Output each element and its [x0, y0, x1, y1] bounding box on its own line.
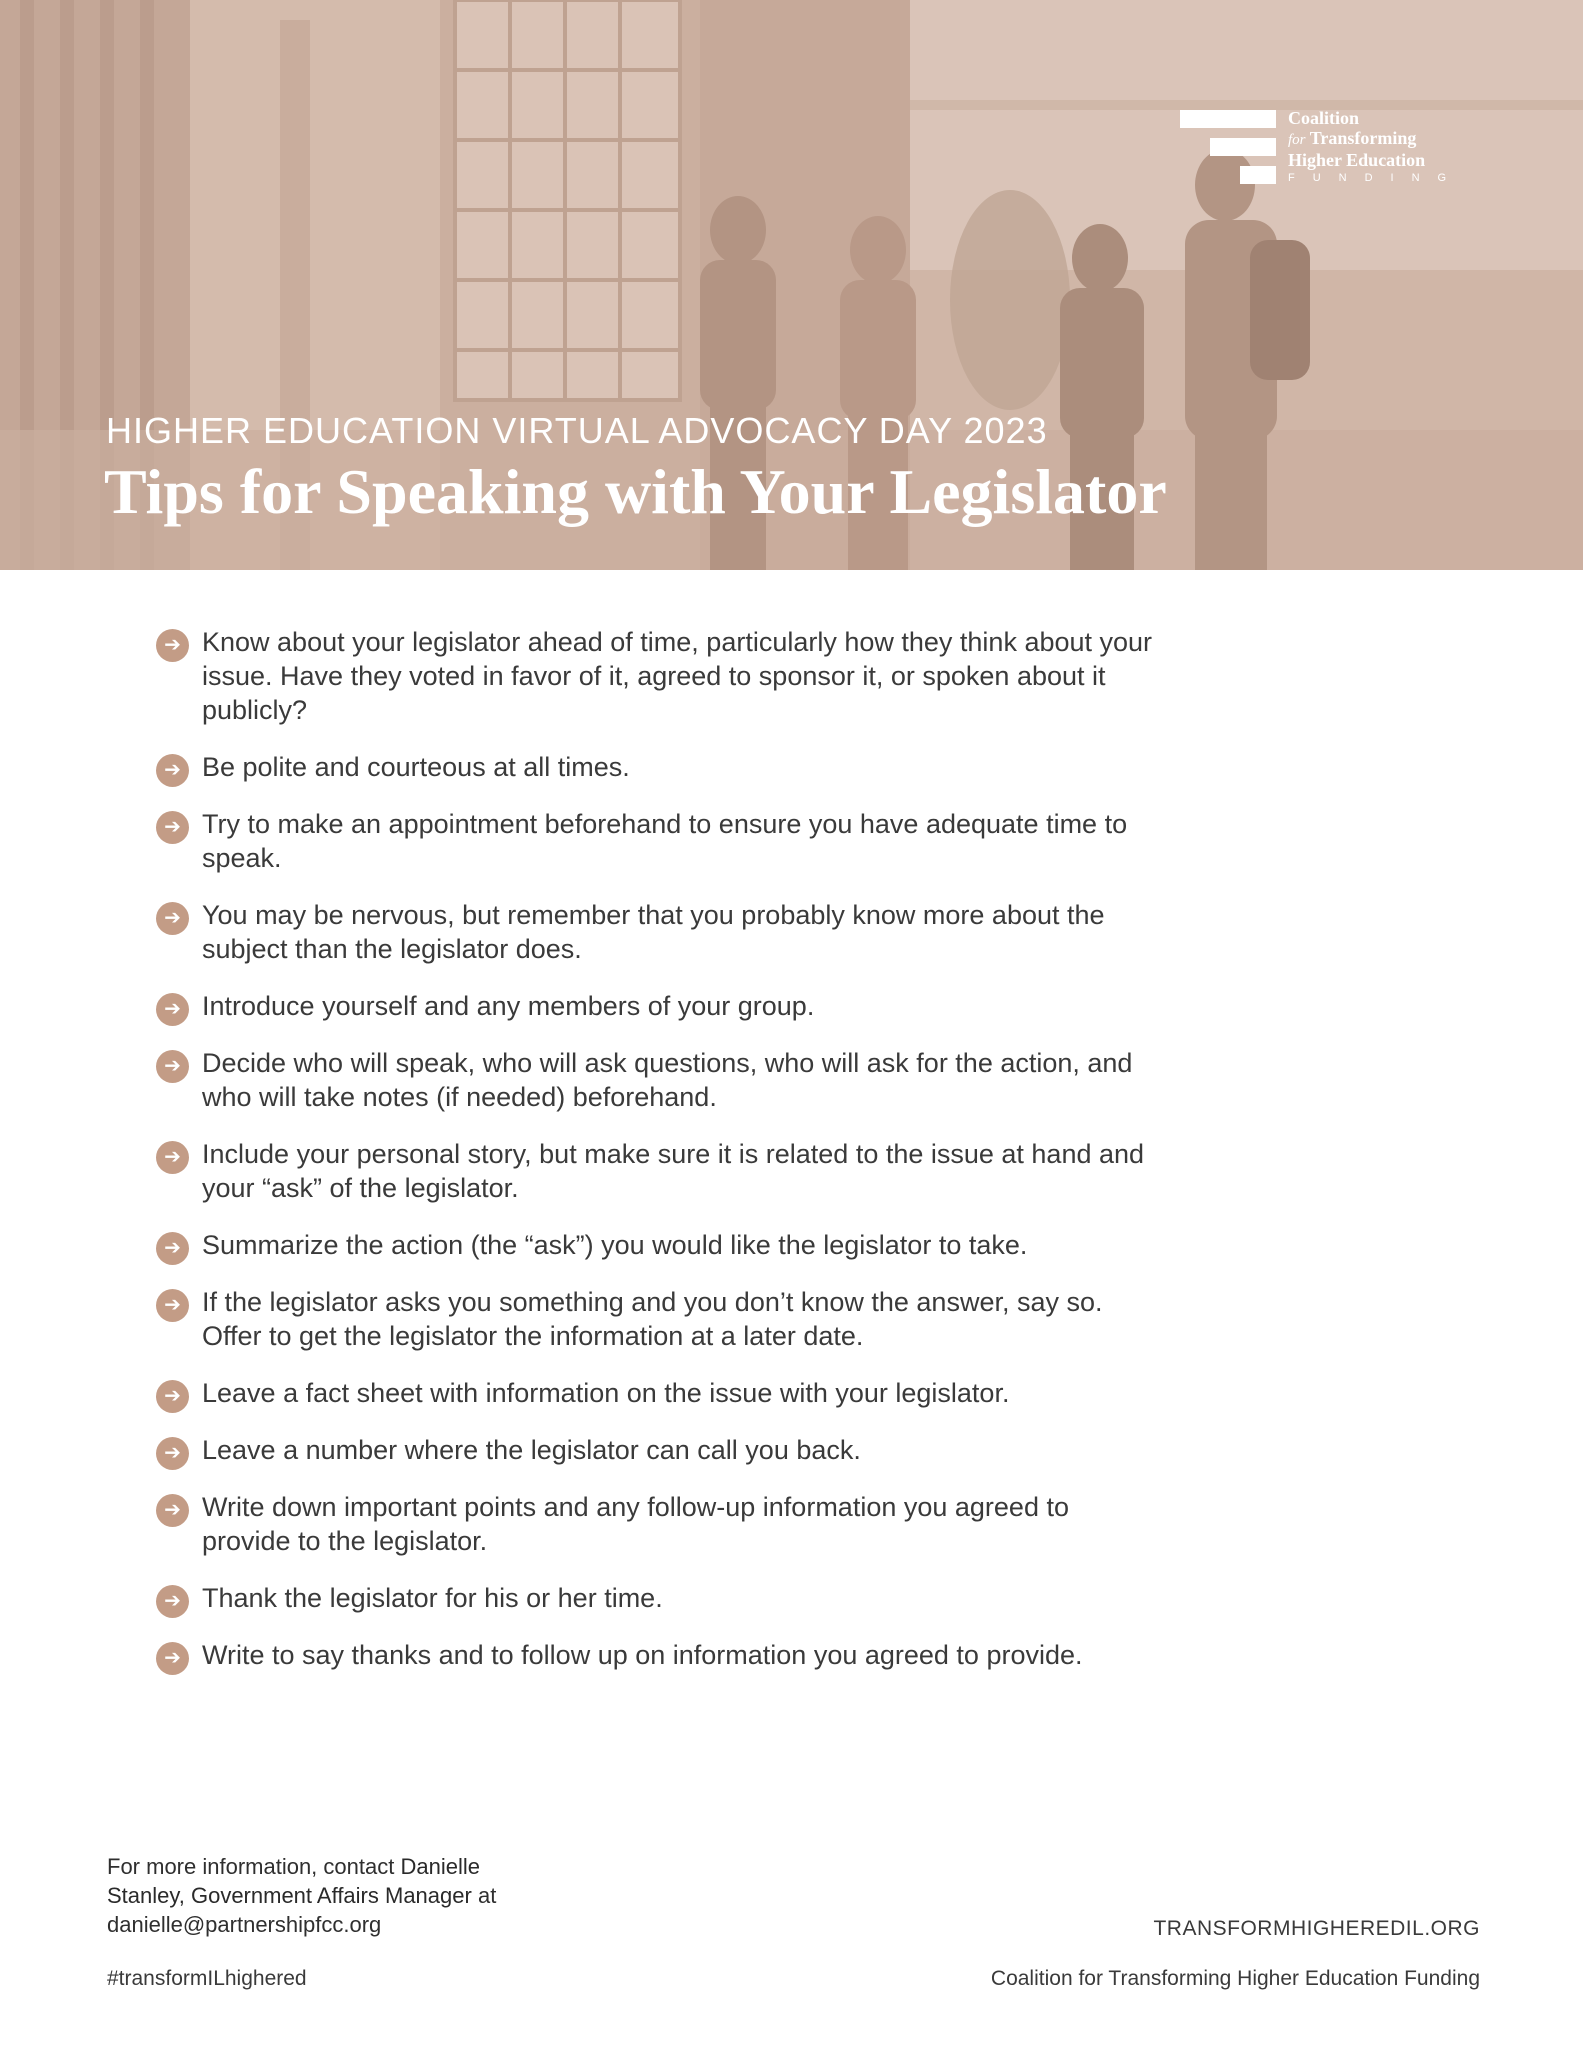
list-item	[156, 1433, 1156, 1467]
arrow-right-icon: ➔	[156, 1585, 189, 1618]
tip-text: Leave a number where the legislator can call you back.	[202, 1435, 861, 1465]
arrow-right-icon: ➔	[156, 902, 189, 935]
list-item	[156, 898, 1156, 966]
logo-line-2: Transforming	[1309, 128, 1417, 148]
arrow-right-icon: ➔	[156, 1232, 189, 1265]
logo-line-1: Coalition	[1288, 108, 1360, 128]
arrow-right-icon: ➔	[156, 1437, 189, 1470]
list-item	[156, 1376, 1156, 1410]
list-item	[156, 750, 1156, 784]
website-link[interactable]: TRANSFORMHIGHEREDIL.ORG	[1153, 1917, 1480, 1940]
logo-line-3: Higher Education	[1288, 150, 1426, 170]
list-item	[156, 625, 1156, 727]
list-item	[156, 1581, 1156, 1615]
list-item	[156, 1490, 1156, 1558]
hero-banner	[0, 0, 1583, 570]
contact-at: at	[477, 1883, 497, 1908]
arrow-right-icon: ➔	[156, 1050, 189, 1083]
logo-bar-icon	[1180, 110, 1276, 128]
contact-info	[107, 1852, 547, 1939]
arrow-right-icon: ➔	[156, 1494, 189, 1527]
coalition-logo	[1180, 108, 1480, 188]
arrow-right-icon: ➔	[156, 1642, 189, 1675]
contact-email-link[interactable]: danielle@partnershipfcc.org	[107, 1912, 382, 1937]
tip-text: Decide who will speak, who will ask questions, who will ask for the action, and who will take notes (if needed) beforehand.	[202, 1048, 1133, 1112]
tip-text: Leave a fact sheet with information on the issue with your legislator.	[202, 1378, 1010, 1408]
tip-text: Write down important points and any follow-up information you agreed to provide to the legislator.	[202, 1492, 1069, 1556]
logo-line-2-italic: for	[1288, 132, 1306, 148]
tip-text: Know about your legislator ahead of time, particularly how they think about your issue. Have they voted in favor of it, agreed to sponsor it, or spoken about it publicly?	[202, 627, 1153, 725]
list-item	[156, 1638, 1156, 1672]
list-item	[156, 1285, 1156, 1353]
logo-funding: FUNDING	[1288, 172, 1465, 184]
contact-name: Danielle Stanley, Government Affairs Manager	[107, 1854, 480, 1908]
contact-prefix: For more information, contact	[107, 1854, 395, 1879]
tip-text: Write to say thanks and to follow up on information you agreed to provide.	[202, 1640, 1083, 1670]
logo-bar-icon	[1210, 138, 1276, 156]
arrow-right-icon: ➔	[156, 754, 189, 787]
list-item	[156, 1046, 1156, 1114]
list-item	[156, 989, 1156, 1023]
logo-bar-icon	[1240, 166, 1276, 184]
hashtag: #transformILhighered	[107, 1967, 307, 1990]
list-item	[156, 1137, 1156, 1205]
tip-text: You may be nervous, but remember that you probably know more about the subject than the legislator does.	[202, 900, 1105, 964]
page-title: Tips for Speaking with Your Legislator	[104, 456, 1167, 527]
tip-text: If the legislator asks you something and you don’t know the answer, say so. Offer to get the legislator the information at a later date.	[202, 1287, 1103, 1351]
arrow-right-icon: ➔	[156, 1289, 189, 1322]
tip-text: Thank the legislator for his or her time.	[202, 1583, 663, 1613]
arrow-right-icon: ➔	[156, 993, 189, 1026]
arrow-right-icon: ➔	[156, 1380, 189, 1413]
tip-text: Be polite and courteous at all times.	[202, 752, 630, 782]
tip-text: Include your personal story, but make sure it is related to the issue at hand and your “ask” of the legislator.	[202, 1139, 1145, 1203]
tip-text: Introduce yourself and any members of your group.	[202, 991, 815, 1021]
event-kicker: HIGHER EDUCATION VIRTUAL ADVOCACY DAY 2023	[106, 410, 1048, 451]
tips-list	[156, 625, 1156, 1695]
organization-name: Coalition for Transforming Higher Education Funding	[990, 1967, 1480, 1990]
arrow-right-icon: ➔	[156, 811, 189, 844]
list-item	[156, 807, 1156, 875]
arrow-right-icon: ➔	[156, 629, 189, 662]
tip-text: Summarize the action (the “ask”) you would like the legislator to take.	[202, 1230, 1028, 1260]
logo-wordmark	[1288, 108, 1425, 170]
tip-text: Try to make an appointment beforehand to ensure you have adequate time to speak.	[202, 809, 1128, 873]
list-item	[156, 1228, 1156, 1262]
arrow-right-icon: ➔	[156, 1141, 189, 1174]
